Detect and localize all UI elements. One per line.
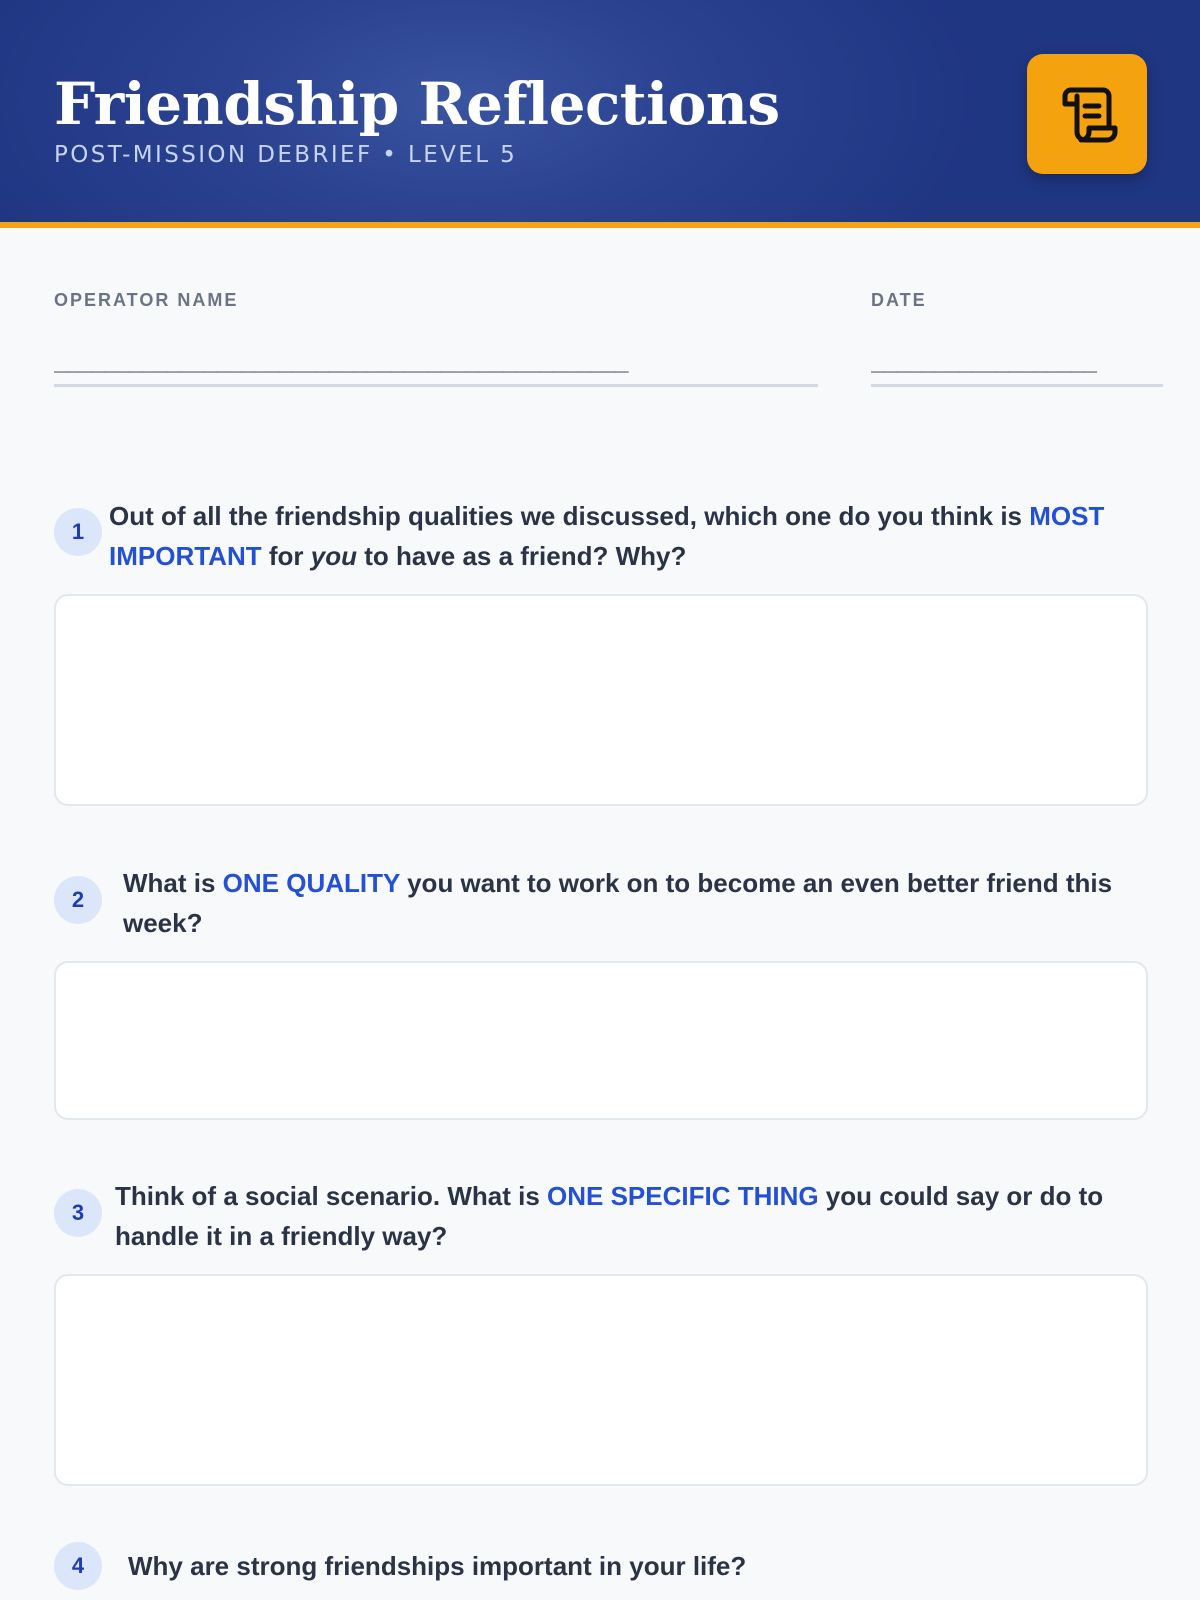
page-title: Friendship Reflections [54,70,780,138]
date-field[interactable]: __________________ [871,345,1163,387]
question-2 [54,863,1148,943]
question-text: Out of all the friendship qualities we discussed, which one do you think is MOST IMPORTANT for you to have as a friend? Why? [109,501,1105,571]
question-number: 4 [54,1542,102,1590]
answer-box-1[interactable] [54,594,1148,806]
operator-name-label: OPERATOR NAME [54,290,239,310]
question-number: 1 [54,508,102,556]
question-text: What is ONE QUALITY you want to work on to become an even better friend this week? [123,868,1113,938]
question-text: Think of a social scenario. What is ONE SPECIFIC THING you could say or do to handle it in a friendly way? [115,1181,1104,1251]
question-highlight: ONE SPECIFIC THING [547,1181,819,1211]
page-header [0,0,1200,228]
answer-box-2[interactable] [54,961,1148,1120]
date-label: DATE [871,290,927,310]
question-3 [54,1176,1148,1256]
question-highlight: MOST IMPORTANT [109,501,1105,571]
question-number: 2 [54,876,102,924]
question-emphasis: you [310,541,357,571]
scroll-icon [1055,82,1119,146]
question-4 [54,1542,1148,1592]
question-1 [54,496,1148,576]
question-highlight: ONE QUALITY [222,868,400,898]
answer-box-3[interactable] [54,1274,1148,1486]
question-number: 3 [54,1189,102,1237]
operator-name-field[interactable]: ______________________________________________ [54,345,818,387]
page-subtitle: POST-MISSION DEBRIEF • LEVEL 5 [54,142,518,168]
header-badge [1027,54,1147,174]
question-text: Why are strong friendships important in your life? [128,1551,747,1581]
